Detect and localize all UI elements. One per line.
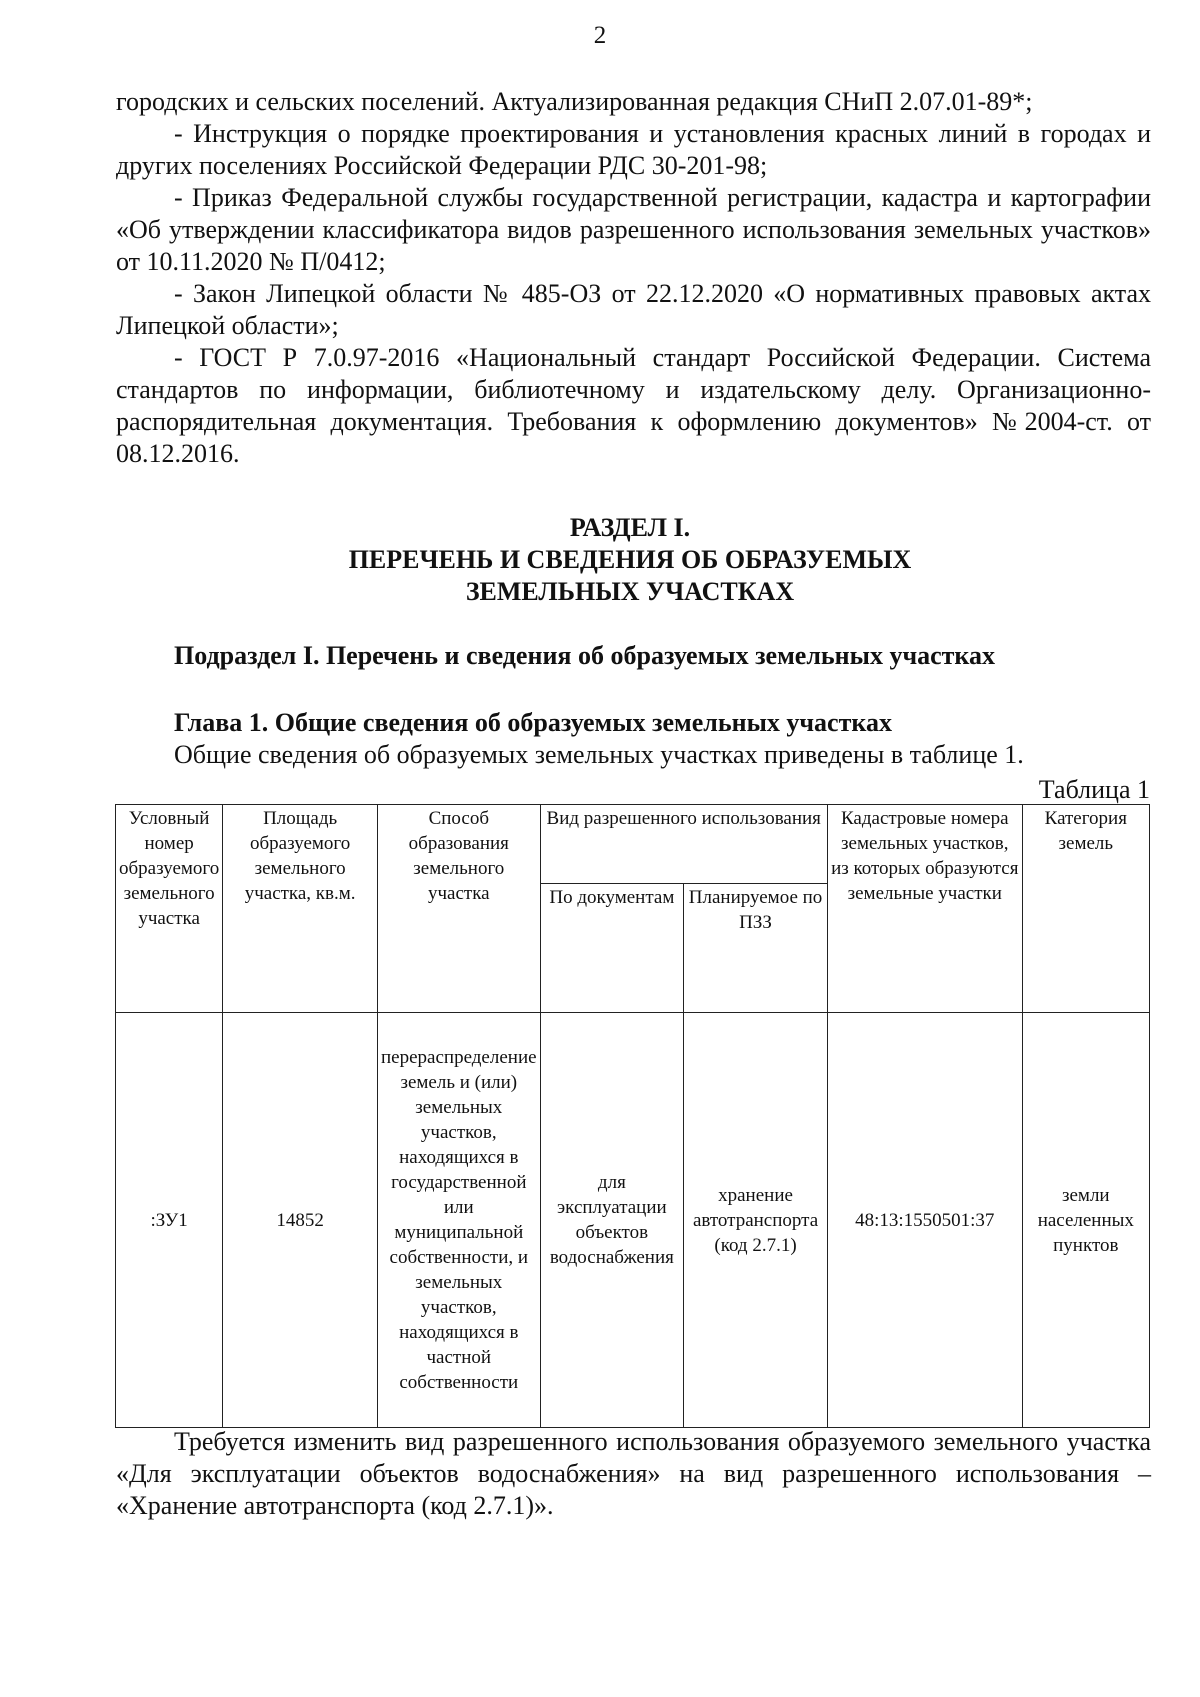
header-number: Условный номер образуемого земельного участка	[116, 805, 223, 1013]
cell-number: :ЗУ1	[116, 1013, 223, 1428]
table-header-row	[116, 805, 1150, 884]
cell-use-pzz: хранение автотранспорта (код 2.7.1)	[684, 1013, 828, 1428]
cell-area: 14852	[223, 1013, 378, 1428]
header-cadastral: Кадастровые номера земельных участков, из которых образуются земельные участки	[827, 805, 1022, 1013]
header-area: Площадь образуемого земельного участка, кв.м.	[223, 805, 378, 1013]
page-number: 2	[593, 22, 607, 49]
paragraph-law: - Закон Липецкой области № 485-ОЗ от 22.12.2020 «О нормативных правовых актах Липецкой области»;	[116, 279, 1151, 340]
intro-text: Общие сведения об образуемых земельных участках приведены в таблице 1.	[174, 740, 1024, 769]
paragraph-order: - Приказ Федеральной службы государственной регистрации, кадастра и картографии «Об утверждении классификатора видов разрешенного использования земельных участков» от 10.11.2020 № П/0412;	[116, 183, 1151, 276]
section-title	[0, 512, 1200, 608]
chapter-title: Глава 1. Общие сведения об образуемых земельных участках	[174, 708, 892, 737]
header-use-type: Вид разрешенного использования	[540, 805, 827, 884]
paragraph-rds: - Инструкция о порядке проектирования и установления красных линий в городах и других поселениях Российской Федерации РДС 30-201-98;	[116, 119, 1151, 180]
header-use-docs: По документам	[540, 884, 684, 1013]
cell-method: перераспределение земель и (или) земельных участков, находящихся в государственной или муниципальной собственности, и земельных участков, находящихся в частной собственности	[378, 1013, 541, 1428]
section-title-line3: ЗЕМЕЛЬНЫХ УЧАСТКАХ	[465, 577, 795, 606]
table-row	[116, 1013, 1150, 1428]
closing-paragraph: Требуется изменить вид разрешенного использования образуемого земельного участка «Для эксплуатации объектов водоснабжения» на вид разрешенного использования – «Хранение автотранспорта (код 2.7.1)».	[116, 1427, 1151, 1520]
body-text	[116, 86, 1151, 470]
section-title-line2: ПЕРЕЧЕНЬ И СВЕДЕНИЯ ОБ ОБРАЗУЕМЫХ	[348, 545, 912, 574]
header-use-pzz: Планируемое по ПЗЗ	[684, 884, 828, 1013]
paragraph-snip: городских и сельских поселений. Актуализированная редакция СНиП 2.07.01-89*;	[116, 87, 1033, 116]
header-category: Категория земель	[1022, 805, 1149, 1013]
table-caption: Таблица 1	[1038, 775, 1150, 804]
paragraph-gost: - ГОСТ Р 7.0.97-2016 «Национальный стандарт Российской Федерации. Система стандартов по информации, библиотечному и издательскому делу. Организационно-распорядительная документация. Требования к оформлению документов» №2004-ст. от 08.12.2016.	[116, 343, 1151, 468]
cell-use-docs: для эксплуатации объектов водоснабжения	[540, 1013, 684, 1428]
cell-category: земли населенных пунктов	[1022, 1013, 1149, 1428]
section-title-line1: РАЗДЕЛ I.	[569, 513, 691, 542]
cell-cadastral: 48:13:1550501:37	[827, 1013, 1022, 1428]
land-plots-table	[115, 804, 1150, 1428]
subsection-title: Подраздел I. Перечень и сведения об образуемых земельных участках	[174, 641, 996, 670]
header-method: Способ образования земельного участка	[378, 805, 541, 1013]
